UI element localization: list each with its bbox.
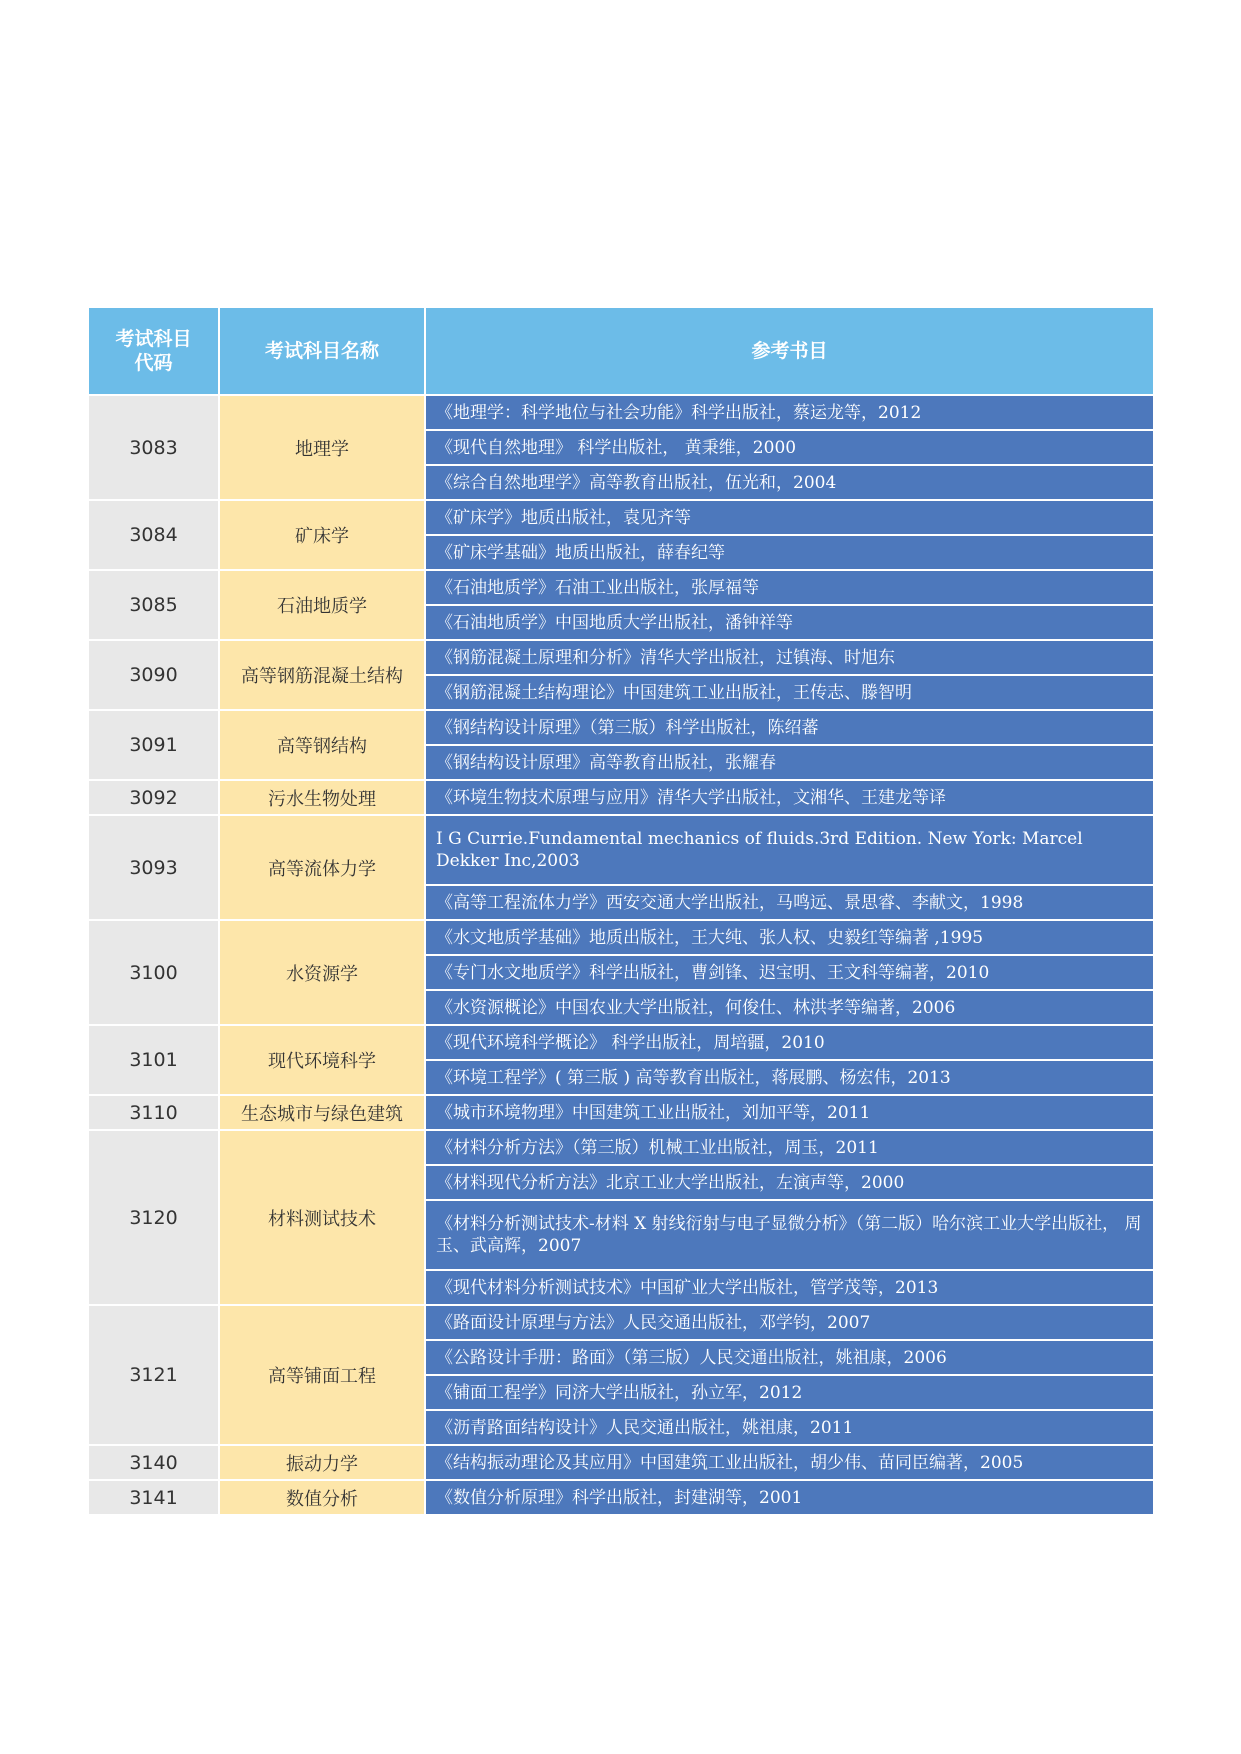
reference-book-cell: 《钢结构设计原理》高等教育出版社，张耀春 <box>426 746 1153 781</box>
reference-book-cell: 《石油地质学》石油工业出版社，张厚福等 <box>426 571 1153 606</box>
header-subject-code <box>89 308 220 396</box>
subject-code-cell: 3093 <box>89 816 220 921</box>
subject-name-cell: 生态城市与绿色建筑 <box>220 1096 426 1131</box>
subject-name-cell: 高等铺面工程 <box>220 1306 426 1446</box>
table-row <box>89 1306 1153 1341</box>
subject-name-cell: 高等钢结构 <box>220 711 426 781</box>
header-subject-code-line1: 考试科目 <box>115 328 192 350</box>
subject-name-cell: 高等流体力学 <box>220 816 426 921</box>
reference-book-cell: I G Currie.Fundamental mechanics of fluids.3rd Edition. New York: Marcel Dekker Inc,2003 <box>426 816 1153 886</box>
table-row <box>89 1481 1153 1516</box>
subject-name-cell: 数值分析 <box>220 1481 426 1516</box>
table-row <box>89 816 1153 886</box>
table-row <box>89 711 1153 746</box>
table-row <box>89 921 1153 956</box>
subject-name-cell: 污水生物处理 <box>220 781 426 816</box>
subject-code-cell: 3090 <box>89 641 220 711</box>
reference-book-cell: 《沥青路面结构设计》人民交通出版社，姚祖康，2011 <box>426 1411 1153 1446</box>
reference-book-cell: 《综合自然地理学》高等教育出版社，伍光和，2004 <box>426 466 1153 501</box>
subject-code-cell: 3092 <box>89 781 220 816</box>
subject-code-cell: 3084 <box>89 501 220 571</box>
table-row <box>89 781 1153 816</box>
table-row <box>89 1096 1153 1131</box>
subject-name-cell: 石油地质学 <box>220 571 426 641</box>
reference-book-cell: 《矿床学》地质出版社，袁见齐等 <box>426 501 1153 536</box>
subject-code-cell: 3100 <box>89 921 220 1026</box>
reference-book-cell: 《现代环境科学概论》 科学出版社，周培疆，2010 <box>426 1026 1153 1061</box>
header-reference-books: 参考书目 <box>426 308 1153 396</box>
reference-book-cell: 《环境工程学》( 第三版 ) 高等教育出版社，蒋展鹏、杨宏伟，2013 <box>426 1061 1153 1096</box>
table-body <box>89 396 1153 1516</box>
subject-code-cell: 3091 <box>89 711 220 781</box>
reference-book-cell: 《铺面工程学》同济大学出版社，孙立军，2012 <box>426 1376 1153 1411</box>
table-row <box>89 571 1153 606</box>
subject-name-cell: 水资源学 <box>220 921 426 1026</box>
reference-book-cell: 《现代自然地理》 科学出版社， 黄秉维，2000 <box>426 431 1153 466</box>
header-subject-name: 考试科目名称 <box>220 308 426 396</box>
reference-book-cell: 《钢筋混凝土原理和分析》清华大学出版社，过镇海、时旭东 <box>426 641 1153 676</box>
reference-book-cell: 《环境生物技术原理与应用》清华大学出版社，文湘华、王建龙等译 <box>426 781 1153 816</box>
table-header-row <box>89 308 1153 396</box>
reference-book-cell: 《数值分析原理》科学出版社，封建湖等，2001 <box>426 1481 1153 1516</box>
reference-book-cell: 《石油地质学》中国地质大学出版社，潘钟祥等 <box>426 606 1153 641</box>
reference-book-cell: 《钢结构设计原理》（第三版）科学出版社，陈绍蕃 <box>426 711 1153 746</box>
reference-book-cell: 《材料分析方法》（第三版）机械工业出版社，周玉，2011 <box>426 1131 1153 1166</box>
table-row <box>89 1026 1153 1061</box>
subject-code-cell: 3140 <box>89 1446 220 1481</box>
reference-book-cell: 《专门水文地质学》科学出版社，曹剑锋、迟宝明、王文科等编著，2010 <box>426 956 1153 991</box>
subject-name-cell: 高等钢筋混凝土结构 <box>220 641 426 711</box>
subject-code-cell: 3085 <box>89 571 220 641</box>
reference-book-cell: 《城市环境物理》中国建筑工业出版社，刘加平等，2011 <box>426 1096 1153 1131</box>
subject-code-cell: 3083 <box>89 396 220 501</box>
reference-book-cell: 《现代材料分析测试技术》中国矿业大学出版社，管学茂等，2013 <box>426 1271 1153 1306</box>
table-row <box>89 1446 1153 1481</box>
subject-code-cell: 3121 <box>89 1306 220 1446</box>
reference-book-cell: 《钢筋混凝土结构理论》中国建筑工业出版社，王传志、滕智明 <box>426 676 1153 711</box>
subject-name-cell: 振动力学 <box>220 1446 426 1481</box>
reference-books-table <box>89 308 1153 1516</box>
subject-code-cell: 3101 <box>89 1026 220 1096</box>
reference-book-cell: 《材料现代分析方法》北京工业大学出版社，左演声等，2000 <box>426 1166 1153 1201</box>
reference-book-cell: 《高等工程流体力学》西安交通大学出版社，马鸣远、景思睿、李献文，1998 <box>426 886 1153 921</box>
reference-book-cell: 《水资源概论》中国农业大学出版社，何俊仕、林洪孝等编著，2006 <box>426 991 1153 1026</box>
reference-book-cell: 《地理学：科学地位与社会功能》科学出版社，蔡运龙等，2012 <box>426 396 1153 431</box>
reference-book-cell: 《公路设计手册：路面》（第三版）人民交通出版社，姚祖康，2006 <box>426 1341 1153 1376</box>
header-subject-code-line2: 代码 <box>134 352 173 374</box>
subject-name-cell: 地理学 <box>220 396 426 501</box>
table-row <box>89 641 1153 676</box>
subject-code-cell: 3141 <box>89 1481 220 1516</box>
reference-book-cell: 《水文地质学基础》地质出版社，王大纯、张人权、史毅红等编著 ,1995 <box>426 921 1153 956</box>
table-row <box>89 396 1153 431</box>
subject-name-cell: 现代环境科学 <box>220 1026 426 1096</box>
table-row <box>89 501 1153 536</box>
subject-name-cell: 矿床学 <box>220 501 426 571</box>
subject-code-cell: 3120 <box>89 1131 220 1306</box>
table-row <box>89 1131 1153 1166</box>
reference-book-cell: 《材料分析测试技术-材料 X 射线衍射与电子显微分析》（第二版）哈尔滨工业大学出版社， 周玉、武高辉，2007 <box>426 1201 1153 1271</box>
reference-book-cell: 《结构振动理论及其应用》中国建筑工业出版社，胡少伟、苗同臣编著，2005 <box>426 1446 1153 1481</box>
reference-book-cell: 《路面设计原理与方法》人民交通出版社，邓学钧，2007 <box>426 1306 1153 1341</box>
reference-book-cell: 《矿床学基础》地质出版社，薛春纪等 <box>426 536 1153 571</box>
subject-code-cell: 3110 <box>89 1096 220 1131</box>
subject-name-cell: 材料测试技术 <box>220 1131 426 1306</box>
